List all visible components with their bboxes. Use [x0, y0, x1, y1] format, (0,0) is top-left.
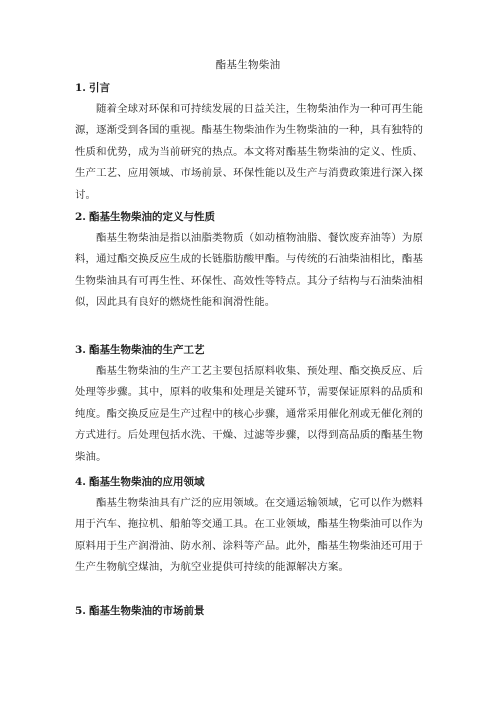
section-paragraph: 酯基生物柴油具有广泛的应用领域。在交通运输领域，它可以作为燃料用于汽车、拖拉机、船舶等交通工具。在工业领域，酯基生物柴油可以作为原料用于生产润滑油、防水剂、涂料等产品。此外，酯基生物柴油还可用于生产生物航空煤油，为航空业提供可持续的能源解决方案。	[75, 497, 423, 574]
section-heading	[75, 81, 423, 95]
section-heading-text: 酯基生物柴油的市场前景	[89, 605, 205, 617]
section-number: 3.	[75, 344, 86, 356]
section-heading-text: 酯基生物柴油的定义与性质	[89, 211, 215, 223]
section-heading	[75, 343, 423, 357]
section-introduction	[75, 81, 423, 206]
section-number: 2.	[75, 211, 86, 223]
section-heading	[75, 475, 423, 489]
section-paragraph: 随着全球对环保和可持续发展的日益关注，生物柴油作为一种可再生能源，逐渐受到各国的重视。酯基生物柴油作为生物柴油的一种，具有独特的性质和优势，成为当前研究的热点。本文将对酯基生物柴油的定义、性质、生产工艺、应用领域、市场前景、环保性能以及生产与消费政策进行深入探讨。	[75, 103, 423, 201]
section-number: 1.	[75, 82, 86, 94]
section-heading-text: 酯基生物柴油的生产工艺	[89, 344, 205, 356]
section-production-process	[75, 343, 423, 468]
section-number: 5.	[75, 605, 86, 617]
section-heading	[75, 604, 423, 618]
section-heading-text: 引言	[89, 82, 110, 94]
section-number: 4.	[75, 476, 86, 488]
section-heading	[75, 210, 423, 224]
section-market-outlook	[75, 604, 423, 618]
section-paragraph: 酯基生物柴油的生产工艺主要包括原料收集、预处理、酯交换反应、后处理等步骤。其中，原料的收集和处理是关键环节，需要保证原料的品质和纯度。酯交换反应是生产过程中的核心步骤，通常采用催化剂或无催化剂的方式进行。后处理包括水洗、干燥、过滤等步骤，以得到高品质的酯基生物柴油。	[75, 365, 423, 463]
section-heading-text: 酯基生物柴油的应用领域	[89, 476, 205, 488]
section-definition-properties	[75, 210, 423, 314]
section-applications	[75, 475, 423, 579]
document-title: 酯基生物柴油	[215, 59, 281, 71]
section-paragraph: 酯基生物柴油是指以油脂类物质（如动植物油脂、餐饮废弃油等）为原料，通过酯交换反应生成的长链脂肪酸甲酯。与传统的石油柴油相比，酯基生物柴油具有可再生性、环保性、高效性等特点。其分子结构与石油柴油相似，因此具有良好的燃烧性能和润滑性能。	[75, 232, 423, 309]
